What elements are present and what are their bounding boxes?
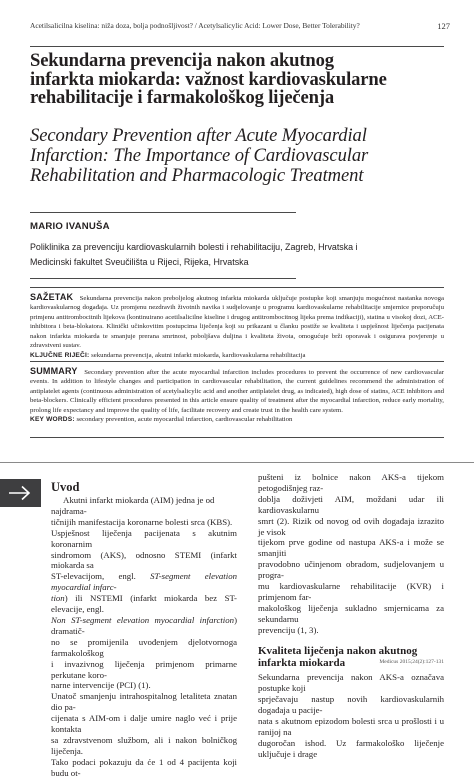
- title-line: infarkta miokarda: važnost kardiovaskularne: [30, 68, 387, 90]
- paragraph-line: sa zdravstvenom službom, ali i nakon bolničkog liječenja.: [51, 734, 237, 756]
- author-rule-top: [30, 212, 296, 213]
- italic-text: Non ST-segment elevation myocardial infarction: [51, 614, 235, 625]
- title-line: Sekundarna prevencija nakon akutnog: [30, 50, 334, 71]
- paragraph-line: tičnijih manifestacija koronarne bolesti srca (KBS).: [51, 516, 233, 527]
- section-heading: infarkta miokarda: [258, 656, 346, 669]
- body-column-left: [51, 480, 237, 779]
- section-heading: Kvaliteta liječenja nakon akutnog: [258, 644, 418, 657]
- abstract-rule: [30, 287, 444, 288]
- abstract-label: SAŽETAK: [30, 292, 74, 302]
- section-marker: [0, 479, 41, 507]
- paragraph-line: no se promijenila uvođenjem djelotvornoga farmakološkog: [51, 636, 237, 658]
- italic-text: tion: [51, 593, 65, 604]
- paragraph-line: sprječavaju nastup novih kardiovaskularnih događaja u pacije-: [258, 694, 444, 715]
- paragraph-line: narne intervencije (PCI) (1).: [51, 680, 151, 691]
- paragraph-line: Unatoč smanjenju intrahospitalnog letaliteta znatan dio pa-: [51, 691, 237, 713]
- paragraph-line: sindromom (AKS), odnosno STEMI (infarkt miokarda sa: [51, 549, 237, 571]
- author-rule-bottom: [30, 278, 296, 279]
- paragraph-line: nata s akutnom epizodom bolesti srca u prošlosti i u ranijoj na: [258, 715, 444, 737]
- header-rule: [30, 46, 444, 47]
- paragraph-line: doblja doživjeti AIM, moždani udar ili kardiovaskularnu: [258, 493, 444, 515]
- summary-label: SUMMARY: [30, 366, 78, 376]
- text-line: ) ili NSTEMI (infarkt miokarda bez ST-elevacije, engl.: [51, 593, 237, 615]
- subtitle-line: Infarction: The Importance of Cardiovascular: [30, 145, 369, 166]
- keywords-text: sekundarna prevencija, akutni infarkt miokarda, kardiovaskularna rehabilitacija: [91, 351, 306, 359]
- article-title-english: [30, 126, 450, 186]
- abstract-croatian: [30, 293, 444, 360]
- citation-footer: Medicus 2015;24(2):127-131: [379, 659, 444, 665]
- keywords-label: KEY WORDS:: [30, 416, 75, 424]
- keywords-line: [30, 415, 444, 424]
- paragraph-line: smrt (2). Rizik od novog od ovih događaja izrazito je visok: [258, 515, 444, 537]
- abstract-text: Sekundarna prevencija nakon preboljelog akutnog infarkta miokarda uključuje postupke koji smanjuju mogućnost nastanka novoga kardiovaskularnog događaja. Uz promjenu nezdravih životnih navika i sudjelovanje u programu kardiovaskularne rehabilitacije smjernice preporučuju primjenu antitrombocitnih lijekova (kontinuirano acetilsalicilne kiseline i drugog antitrombocitnog lijeka prema indikaciji), statina u visokoj dozi, ACE-inhibitora i beta-blokatora. Klinički učinkovitim postupcima liječenja koji su prikazani u članku postiže se kvaliteta i uspješnost liječenja pacijenata nakon infarkta miokarda te smanjuje prerana smrtnost, poboljšava duljina i kvaliteta života, omogućuje brži oporavak i osigurava povjerenje u zdravstveni sustav.: [30, 295, 444, 350]
- paragraph-line: pušteni iz bolnice nakon AKS-a tijekom petogodišnjeg raz-: [258, 472, 444, 493]
- keywords-label: KLJUČNE RIJEČI:: [30, 351, 90, 359]
- paragraph-line: cijenata s AIM-om i dalje umire naglo već i prije kontakta: [51, 713, 237, 735]
- paragraph-line: tijekom prve godine od nastupa AKS-a i može se smanjiti: [258, 537, 444, 559]
- subtitle-line: Secondary Prevention after Acute Myocardial: [30, 125, 367, 146]
- keywords-line: [30, 351, 444, 360]
- abstract-rule: [30, 361, 444, 362]
- article-title-croatian: [30, 52, 446, 108]
- arrow-right-icon: [8, 485, 32, 501]
- page-number: 127: [437, 21, 450, 31]
- paragraph-line: pravodobno učinjenom obradom, sudjelovanjem u progra-: [258, 559, 444, 581]
- paragraph-line: i invazivnog liječenja primjenom primarne perkutane koro-: [51, 658, 237, 680]
- section-heading: Uvod: [51, 480, 80, 494]
- affiliation-line: Medicinski fakultet Sveučilišta u Rijeci, Rijeka, Hrvatska: [30, 256, 249, 267]
- author-name: MARIO IVANUŠA: [30, 221, 110, 232]
- affiliation-line: Poliklinika za prevenciju kardiovaskularnih bolesti i rehabilitaciju, Zagreb, Hrvatska i: [30, 242, 358, 252]
- running-head: [30, 21, 450, 30]
- paragraph: [51, 495, 237, 517]
- body-divider: [0, 462, 474, 463]
- paragraph-line: Tako podaci pokazuju da će 1 od 4 pacijenta koji budu ot-: [51, 756, 237, 778]
- paragraph-line: Uspješnost liječenja pacijenata s akutnim koronarnim: [51, 527, 237, 549]
- keywords-text: secondary prevention, acute myocardial infarction, cardiovascular rehabilitation: [76, 416, 293, 424]
- title-line: rehabilitacije i farmakološkog liječenja: [30, 87, 335, 109]
- body-column-right: [258, 472, 444, 759]
- text-line: ) dramatič-: [51, 614, 237, 636]
- paragraph-line: dugoročan ishod. Uz farmakološko liječenje uključuje i drage: [258, 737, 444, 759]
- paragraph-line: [51, 615, 237, 637]
- paragraph-line: [51, 593, 237, 615]
- running-head-text: Acetilsalicilna kiselina: niža doza, bolja podnošljivost? / Acetylsalicylic Acid: Lower Dose, Better Tolerability?: [30, 21, 360, 30]
- paragraph-line: Sekundarna prevencija nakon AKS-a označava postupke koji: [258, 672, 444, 694]
- paragraph-line: prevenciju (1, 3).: [258, 624, 319, 635]
- italic-text: ST-segment elevation myocardial infarc-: [51, 571, 237, 593]
- subtitle-line: Rehabilitation and Pharmacologic Treatment: [30, 165, 364, 186]
- text-line: Akutni infarkt miokarda (AIM) jedna je od najdrama-: [51, 495, 215, 516]
- author-affiliation: [30, 240, 358, 269]
- abstract-english: [30, 367, 444, 425]
- summary-text: Secondary prevention after the acute myocardial infarction includes procedures to prevent the occurrence of new cardiovascular events. In addition to lifestyle changes and participation in cardiovascular rehabilitation, the current guidelines recommend the administration of antiplatelet agents (continuous administration of acetylsalicylic acid and another antiplatelet drug, as indicated), high dose of statins, ACE inhibitors and beta-blockers. Clinically efficient procedures presented in this article ensure quality of treatment after the myocardial infarction, reduce early mortality, prolong life expectancy and improve the quality of life, facilitate recovery and create trust in the health care system.: [30, 369, 445, 414]
- paragraph-line: mu kardiovaskularne rehabilitacije (KVR) i primjenom far-: [258, 581, 444, 602]
- abstract-rule: [30, 437, 444, 438]
- paragraph-line: [51, 571, 237, 593]
- paragraph-line: makološkog liječenja sukladno smjernicama za sekundarnu: [258, 602, 444, 624]
- text-line: ST-elevacijom, engl.: [51, 571, 136, 582]
